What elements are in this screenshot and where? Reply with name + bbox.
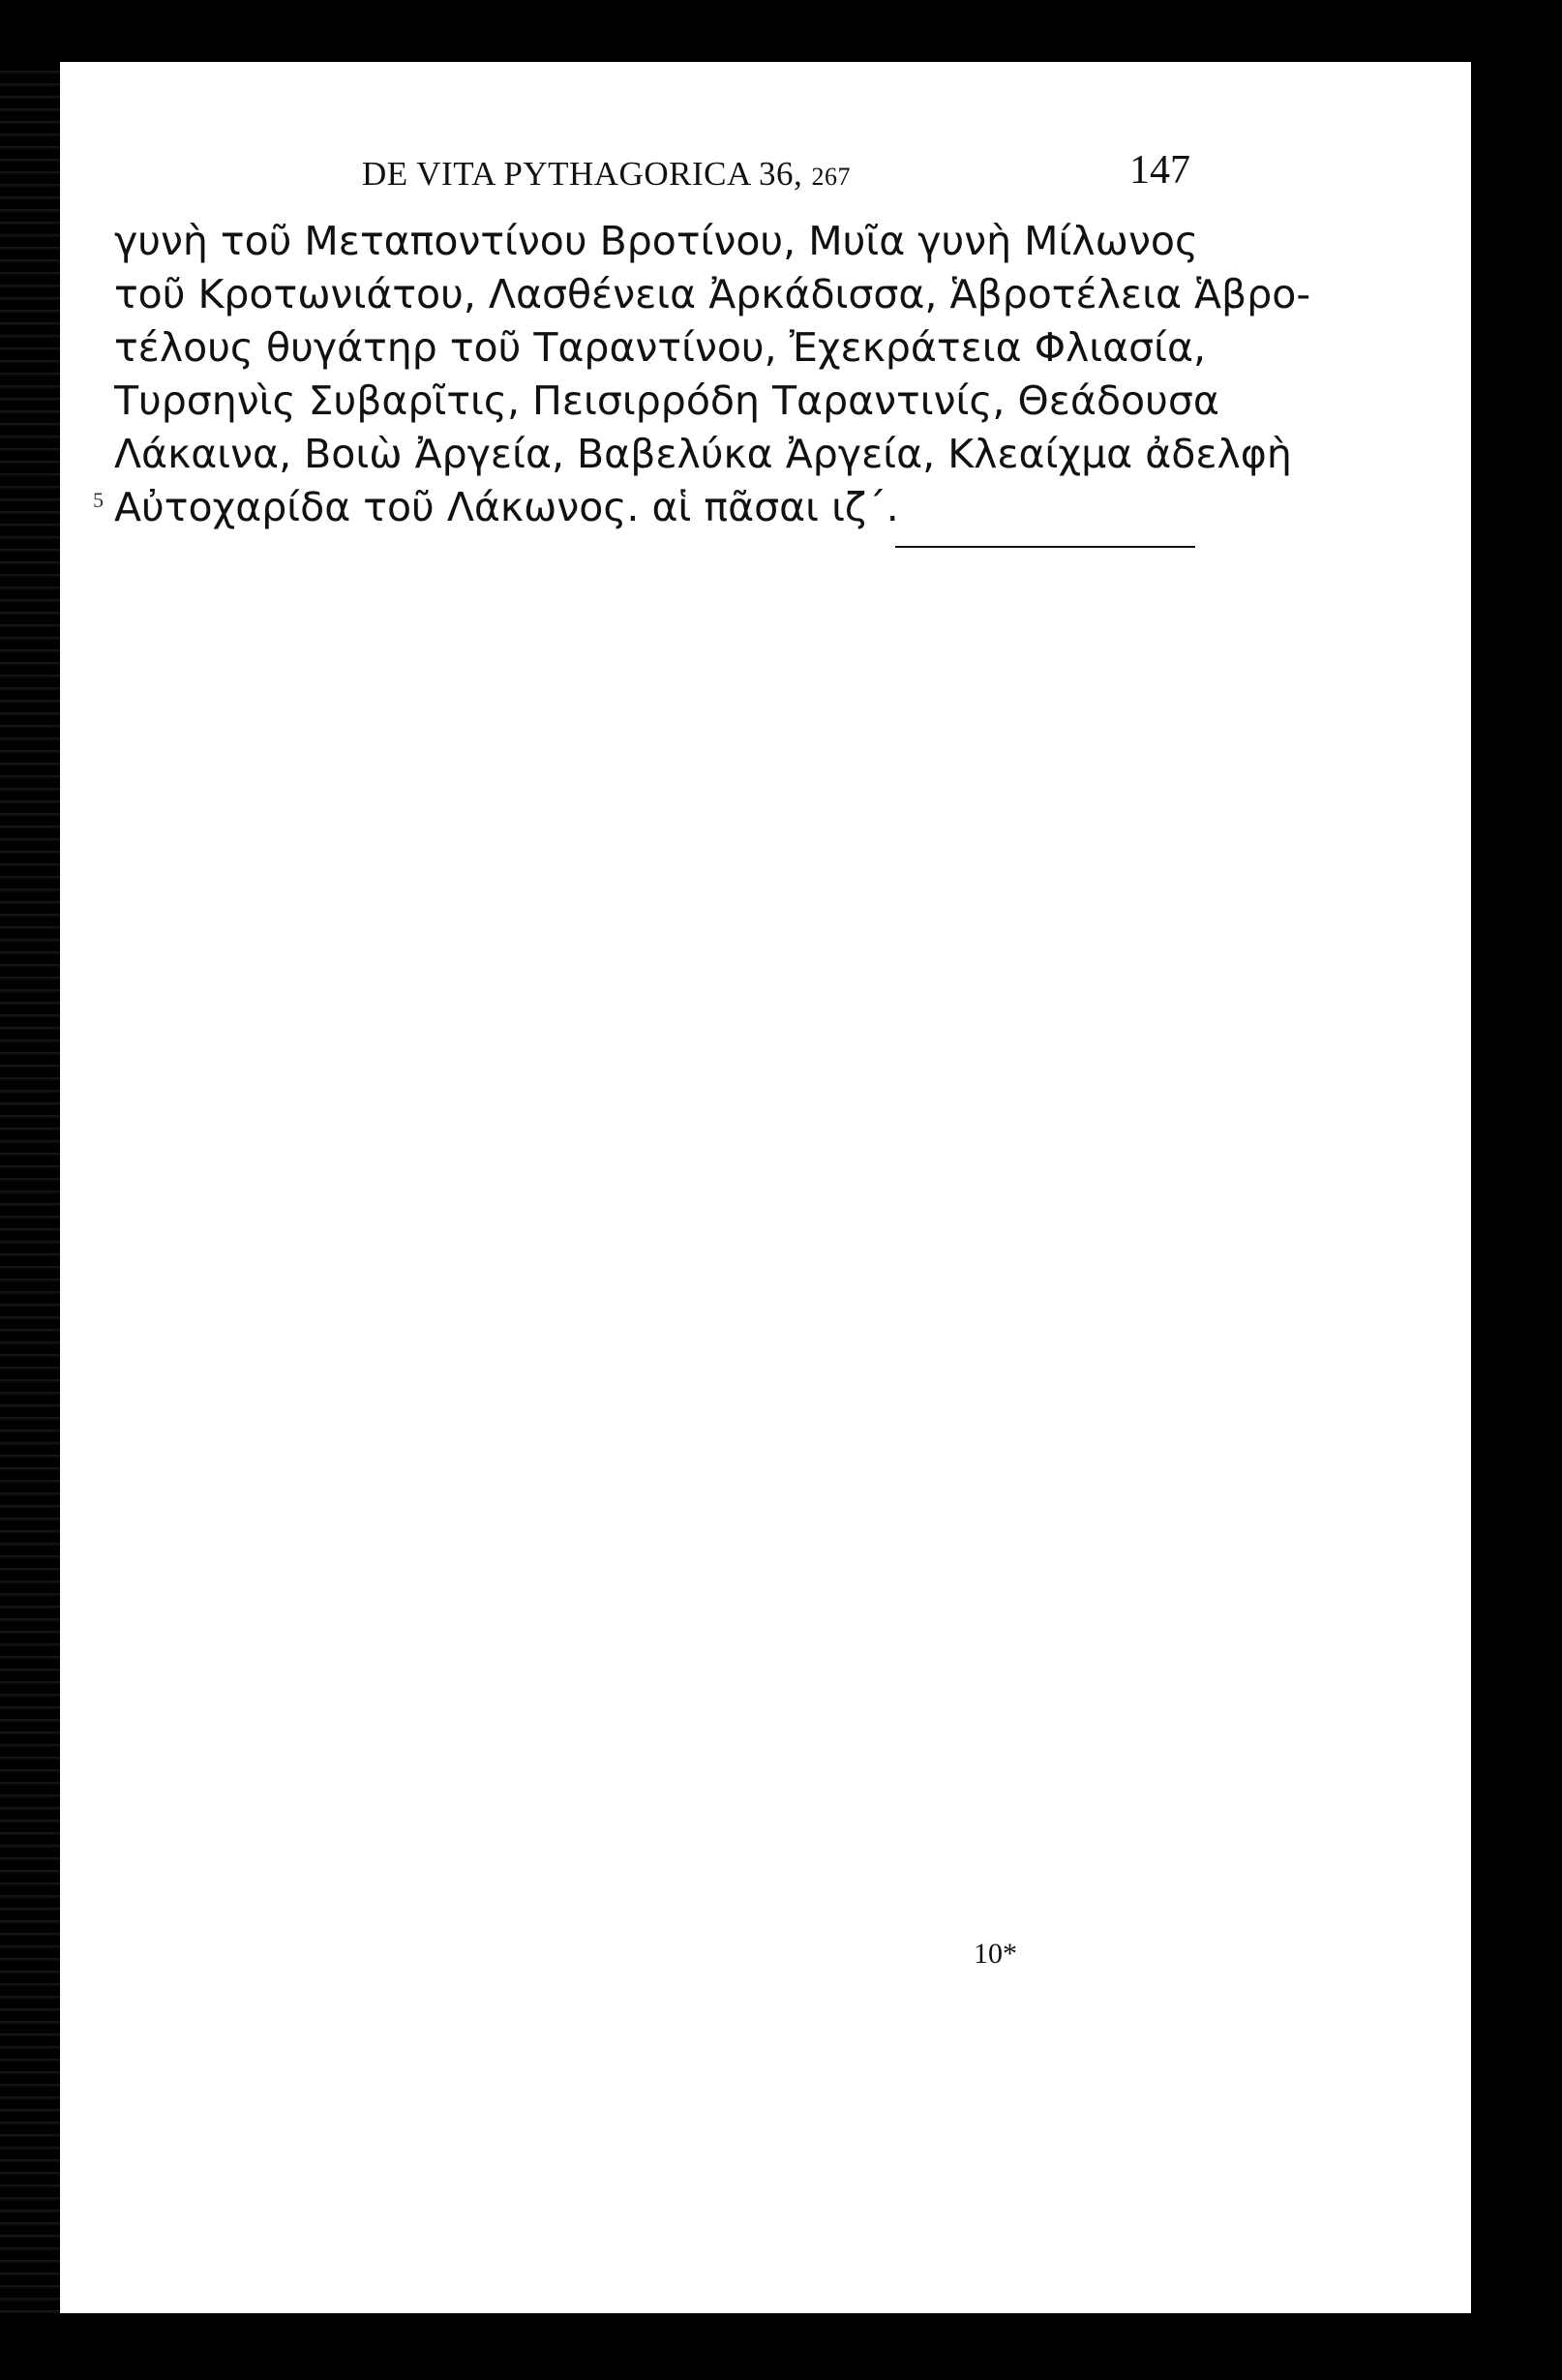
text-line: Τυρσηνὶς Συβαρῖτις, Πεισιρρόδη Ταραντινίς, Θεάδουσα — [114, 377, 1219, 424]
end-rule — [895, 546, 1195, 548]
text-line: τέλους θυγάτηρ τοῦ Ταραντίνου, Ἐχεκράτεια Φλιασία, — [114, 324, 1207, 371]
text-line: Αὐτοχαρίδα τοῦ Λάκωνος. αἱ πᾶσαι ιζ΄. — [114, 484, 899, 530]
line-number-marker: 5 — [93, 488, 104, 512]
text-line: τοῦ Κροτωνιάτου, Λασθένεια Ἀρκάδισσα, Ἁβροτέλεια Ἁβρο- — [114, 271, 1311, 317]
running-title: DE VITA PYTHAGORICA 36, — [362, 155, 803, 193]
section-number: 267 — [811, 163, 852, 191]
scan-edge — [0, 62, 60, 2313]
running-header — [362, 155, 851, 194]
text-line: Λάκαινα, Βοιὼ Ἀργεία, Βαβελύκα Ἀργεία, Κλεαίχμα ἀδελφὴ — [114, 431, 1292, 477]
text-line: γυνὴ τοῦ Μεταποντίνου Βροτίνου, Μυῖα γυνὴ Μίλωνος — [114, 218, 1199, 264]
signature-mark: 10* — [974, 1938, 1017, 1970]
page-number: 147 — [1129, 148, 1190, 193]
body-text — [114, 215, 1311, 534]
